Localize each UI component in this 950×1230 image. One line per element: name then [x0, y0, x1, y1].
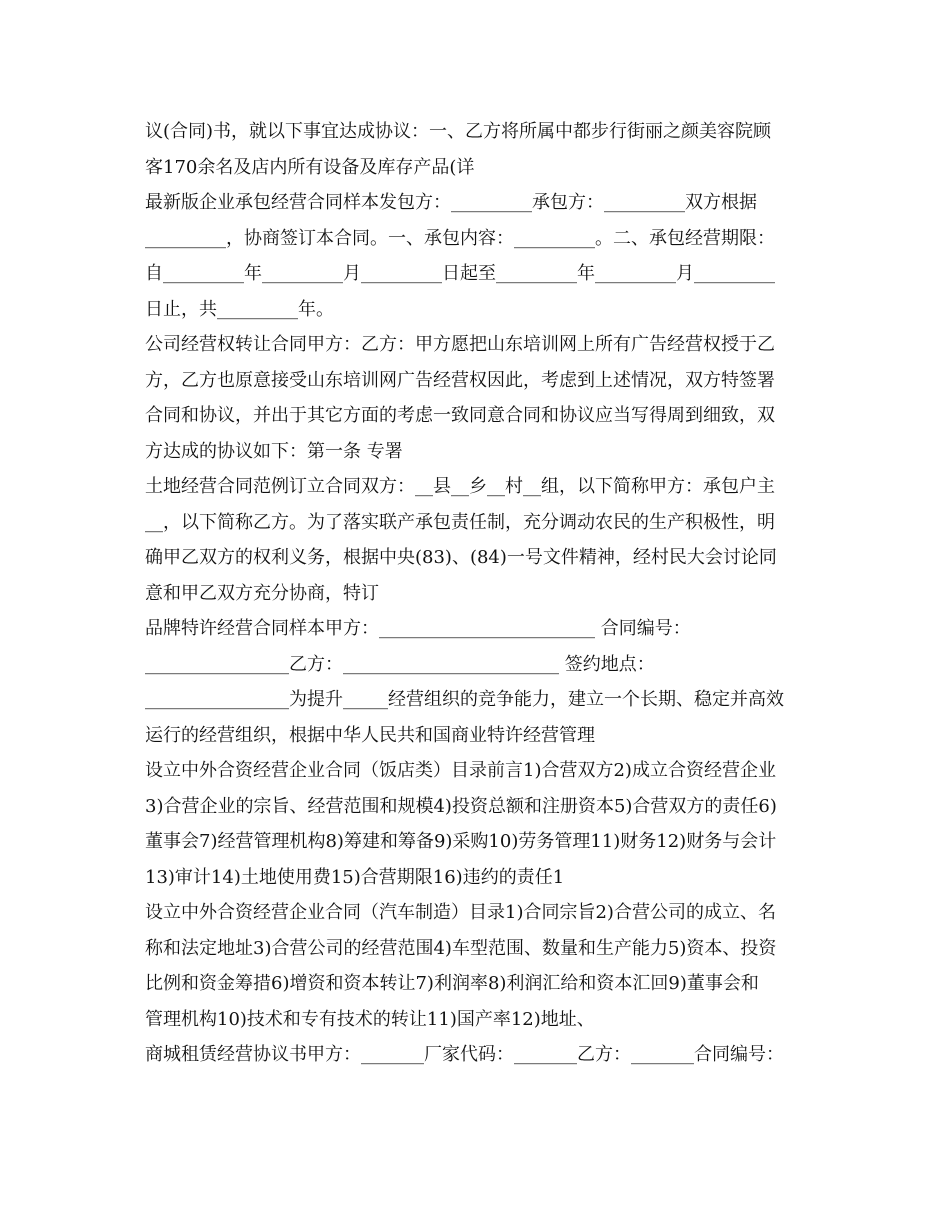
text-line: 客170余名及店内所有设备及库存产品(详 — [145, 156, 475, 178]
text-line: 运行的经营组织，根据中华人民共和国商业特许经营管理 — [145, 724, 595, 746]
text-line: 日止，共_________年。 — [145, 298, 334, 320]
para-jv-restaurant-contract — [145, 753, 805, 895]
text-line: 方达成的协议如下：第一条 专署 — [145, 440, 403, 462]
text-line: 设立中外合资经营企业合同（汽车制造）目录1)合同宗旨2)合营公司的成立、名 — [145, 902, 776, 923]
text-line: 土地经营合同范例订立合同双方：__县__乡__村__组，以下简称甲方：承包户主 — [145, 476, 775, 497]
text-line: __，以下简称乙方。为了落实联产承包责任制，充分调动农民的生产积极性，明 — [145, 511, 775, 533]
text-line: 公司经营权转让合同甲方：乙方：甲方愿把山东培训网上所有广告经营权授于乙 — [145, 334, 775, 355]
para-land-contract-example — [145, 469, 805, 611]
text-line: 13)审计14)土地使用费15)合营期限16)违约的责任1 — [145, 866, 565, 888]
para-beauty-salon-agreement — [145, 114, 805, 185]
text-line: 最新版企业承包经营合同样本发包方：_________承包方：_________双方根据 — [145, 192, 757, 213]
text-line: 比例和资金筹措6)增资和资本转让7)利润率8)利润汇给和资本汇回9)董事会和 — [145, 973, 759, 994]
text-line: 设立中外合资经营企业合同（饭店类）目录前言1)合营双方2)成立合资经营企业 — [145, 760, 776, 781]
document-body — [145, 114, 805, 1073]
text-line: 自_________年_________月_________日起至_________年_________月_________ — [145, 263, 775, 284]
text-line: ________________乙方：________________________ 签约地点： — [145, 653, 655, 675]
para-jv-automobile-contract — [145, 895, 805, 1037]
text-line: 议(合同)书，就以下事宜达成协议：一、乙方将所属中都步行街丽之颜美容院顾 — [145, 121, 772, 142]
text-line: _________，协商签订本合同。一、承包内容：_________。二、承包经营期限： — [145, 227, 775, 249]
text-line: 管理机构10)技术和专有技术的转让11)国产率12)地址、 — [145, 1008, 595, 1030]
text-line: 确甲乙双方的权利义务，根据中央(83)、(84)一号文件精神，经村民大会讨论同 — [145, 547, 777, 568]
para-advertising-rights-transfer — [145, 327, 805, 469]
text-line: 合同和协议，并出于其它方面的考虑一致同意合同和协议应当写得周到细致，双 — [145, 405, 775, 426]
para-franchise-contract-sample — [145, 611, 805, 753]
text-line: 称和法定地址3)合营公司的经营范围4)车型范围、数量和生产能力5)资本、投资 — [145, 937, 777, 959]
text-line: ________________为提升_____经营组织的竞争能力，建立一个长期、稳定并高效 — [145, 689, 784, 710]
text-line: 3)合营企业的宗旨、经营范围和规模4)投资总额和注册资本5)合营双方的责任6) — [145, 795, 777, 817]
text-line: 董事会7)经营管理机构8)筹建和筹备9)采购10)劳务管理11)财务12)财务与会计 — [145, 831, 777, 852]
para-enterprise-contract-sample — [145, 185, 805, 327]
text-line: 意和甲乙双方充分协商，特订 — [145, 582, 379, 604]
text-line: 商城租赁经营协议书甲方：_______厂家代码：_______乙方：_______合同编号： — [145, 1044, 784, 1065]
text-line: 方，乙方也原意接受山东培训网广告经营权因此，考虑到上述情况，双方特签署 — [145, 369, 775, 391]
para-mall-lease-agreement — [145, 1037, 805, 1073]
text-line: 品牌特许经营合同样本甲方：________________________ 合同编号： — [145, 618, 691, 639]
